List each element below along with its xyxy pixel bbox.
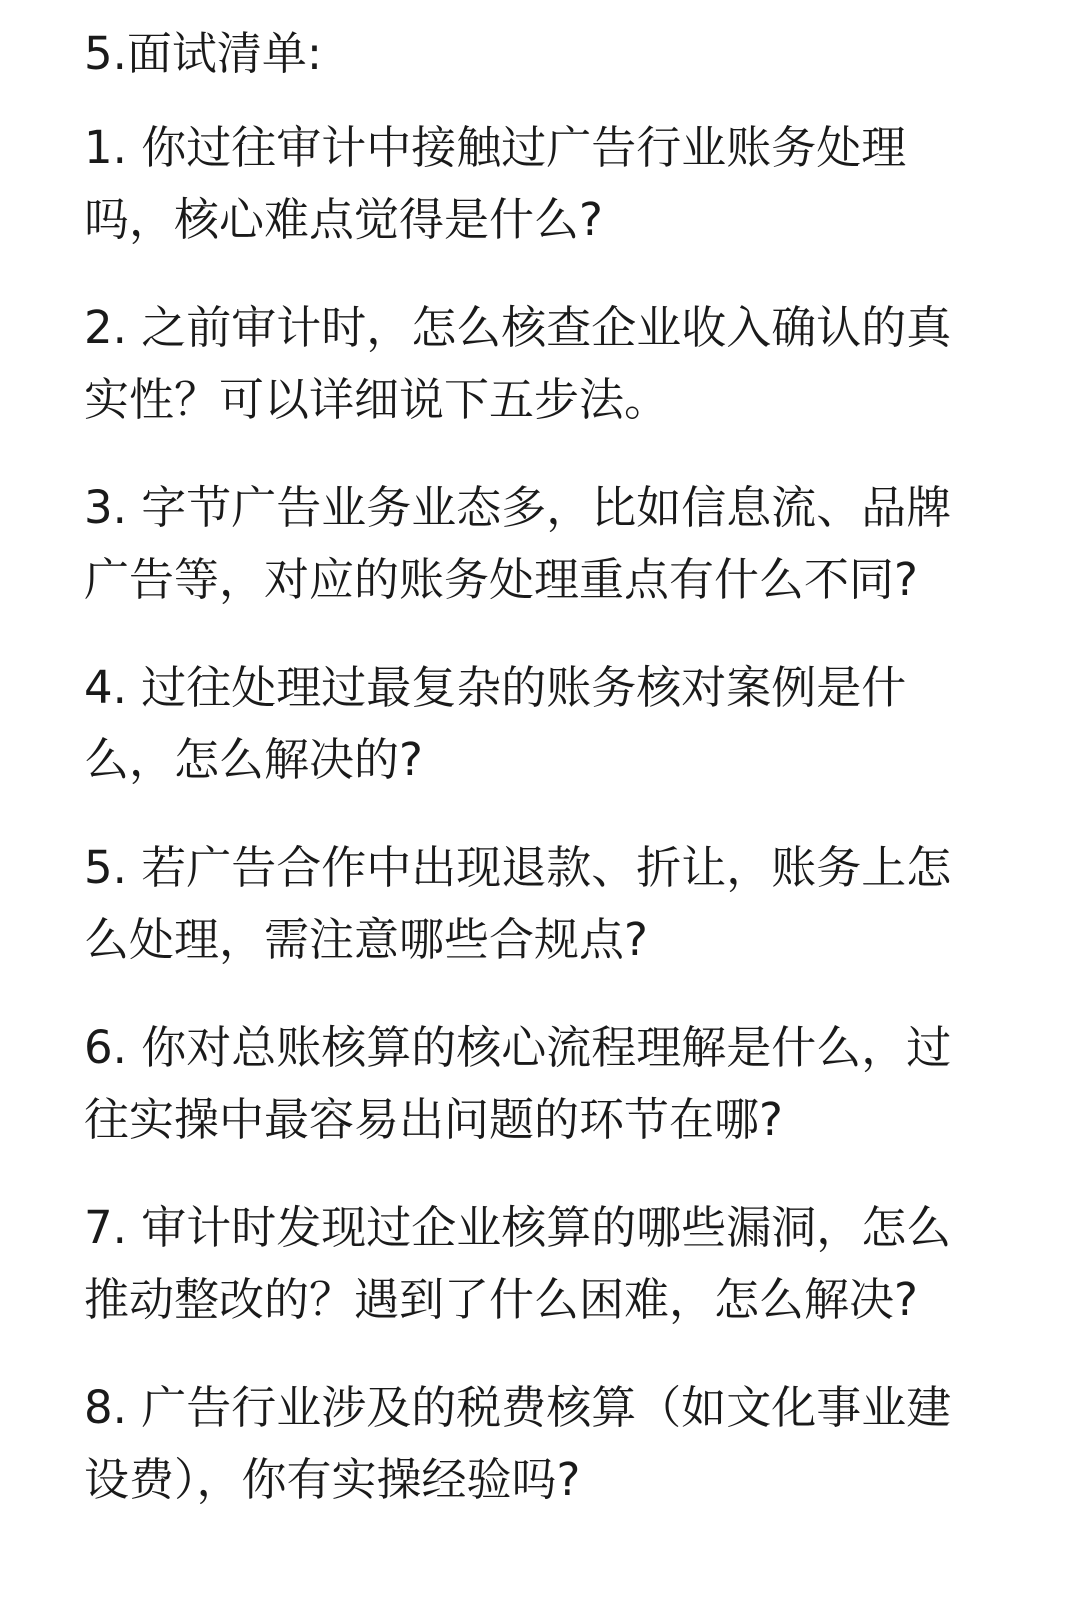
section-title: 5.面试清单: <box>84 27 323 80</box>
question-2: 2. 之前审计时，怎么核查企业收入确认的真 实性？可以详细说下五步法。 <box>84 301 952 426</box>
question-6: 6. 你对总账核算的核心流程理解是什么，过 往实操中最容易出问题的环节在哪? <box>84 1021 952 1146</box>
interview-list <box>84 24 984 1552</box>
question-7: 7. 审计时发现过企业核算的哪些漏洞，怎么 推动整改的？遇到了什么困难，怎么解决? <box>84 1201 952 1326</box>
question-4: 4. 过往处理过最复杂的账务核对案例是什 么，怎么解决的? <box>84 661 907 786</box>
question-3: 3. 字节广告业务业态多，比如信息流、品牌 广告等，对应的账务处理重点有什么不同? <box>84 481 952 606</box>
question-1: 1. 你过往审计中接触过广告行业账务处理 吗，核心难点觉得是什么? <box>84 121 907 246</box>
question-8: 8. 广告行业涉及的税费核算（如文化事业建 设费），你有实操经验吗? <box>84 1381 952 1506</box>
question-5: 5. 若广告合作中出现退款、折让，账务上怎 么处理，需注意哪些合规点? <box>84 841 952 966</box>
